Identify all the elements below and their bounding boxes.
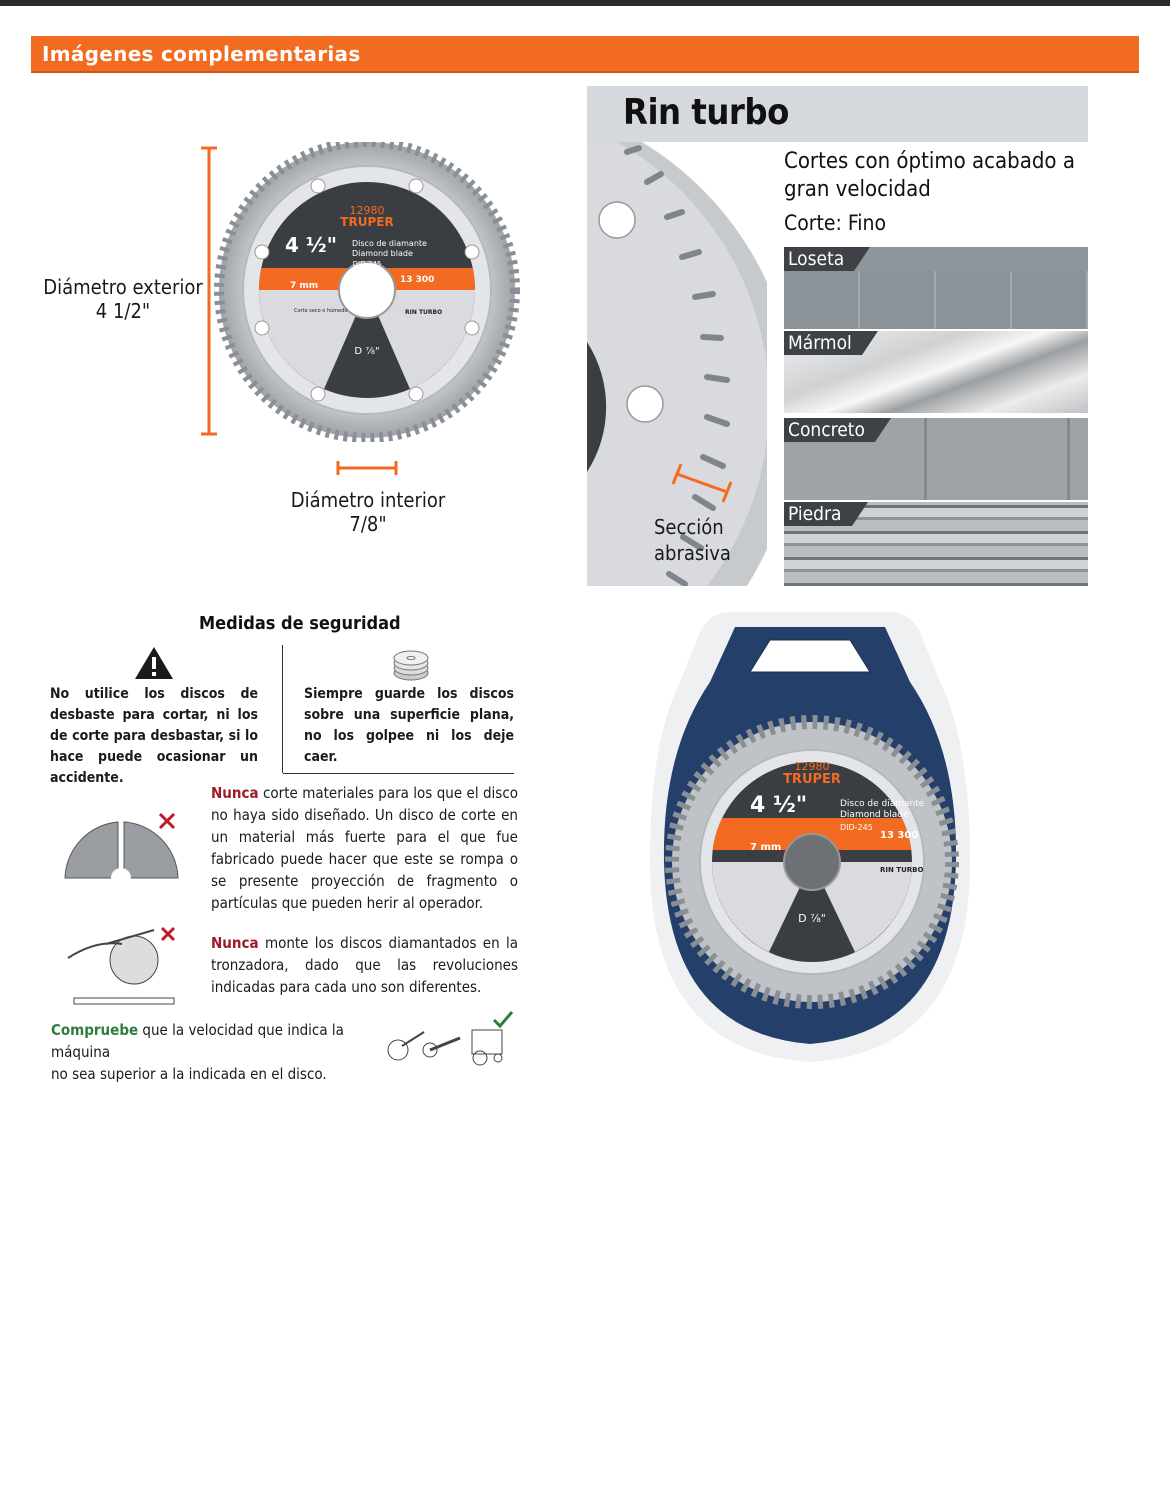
pack-model-text: 12980 xyxy=(794,760,830,773)
abrasive-label-line2: abrasiva xyxy=(654,541,731,565)
top-bar xyxy=(0,0,1170,6)
material-tag-marmol: Mármol xyxy=(784,331,862,355)
disc-rim-text: RIN TURBO xyxy=(405,309,443,316)
stacked-discs-icon xyxy=(391,645,431,681)
pack-name-es: Disco de diamante xyxy=(840,799,925,809)
disc-rpm-text: 13 300 xyxy=(400,275,435,285)
pack-name-en: Diamond blade xyxy=(840,810,909,820)
disc-name-es: Disco de diamante xyxy=(352,239,427,248)
pack-size-text: 4 ½" xyxy=(750,793,808,818)
material-tag-concreto: Concreto xyxy=(784,418,875,442)
disc-model-text: 12980 xyxy=(349,204,385,217)
outer-diameter-title: Diámetro exterior xyxy=(43,275,203,299)
diamond-disc-image xyxy=(210,142,525,442)
disc-depth-text: 7 mm xyxy=(290,281,319,291)
disc-size-text: 4 ½" xyxy=(285,233,338,257)
rule-3 xyxy=(51,1019,381,1085)
rule-3-text-1: que la velocidad que indica la máquina xyxy=(51,1021,344,1061)
rule-2-text: monte los discos diamantados en la tronzadora, dado que las revoluciones indicadas para cada uno son diferentes. xyxy=(211,934,518,996)
material-marmol xyxy=(784,331,1088,413)
pack-rim-text: RIN TURBO xyxy=(880,866,924,874)
disc-name-en: Diamond blade xyxy=(352,249,413,258)
inner-diameter-title: Diámetro interior xyxy=(290,488,446,512)
safety-right-text: Siempre guarde los discos sobre una superficie plana, no los golpee ni los deje caer. xyxy=(304,686,514,765)
check-icon xyxy=(494,1012,512,1026)
chop-saw-icon xyxy=(66,920,184,1012)
packaged-disc-image xyxy=(640,612,980,1072)
rule-1-keyword: Nunca xyxy=(211,784,259,802)
cut-type: Corte: Fino xyxy=(784,211,887,235)
rule-1 xyxy=(211,782,518,914)
pack-arbor-text: D ⅞" xyxy=(798,912,826,925)
inner-diameter-label xyxy=(270,488,466,536)
disc-arbor-text: D ⅞" xyxy=(354,346,380,357)
disc-brand-text: TRUPER xyxy=(340,215,394,229)
outer-diameter-value: 4 1/2" xyxy=(95,299,151,323)
material-loseta xyxy=(784,247,1088,329)
safety-title: Medidas de seguridad xyxy=(199,613,401,634)
inner-diameter-marker xyxy=(330,458,406,478)
outer-diameter-label xyxy=(30,275,216,323)
safety-divider xyxy=(282,645,283,773)
abrasive-section-label xyxy=(654,514,731,566)
rule-2-keyword: Nunca xyxy=(211,934,259,952)
section-header xyxy=(31,36,1139,71)
safety-left-text: No utilice los discos de desbaste para cortar, ni los de corte para desbastar, si lo hace puede ocasionar un accidente. xyxy=(50,686,258,786)
disc-code-text: DID-245 xyxy=(352,260,382,268)
material-piedra xyxy=(784,502,1088,586)
pack-depth-text: 7 mm xyxy=(750,842,782,853)
pack-rpm-text: 13 300 xyxy=(880,830,919,841)
disc-wetdry-text: Corte seco o húmedo xyxy=(294,308,348,314)
broken-disc-icon xyxy=(60,808,185,883)
pack-code-text: DID-245 xyxy=(840,823,873,832)
rule-3-text-2: no sea superior a la indicada en el disco. xyxy=(51,1065,327,1083)
pack-brand-text: TRUPER xyxy=(783,772,841,787)
rin-turbo-title: Rin turbo xyxy=(623,92,789,133)
inner-diameter-value: 7/8" xyxy=(349,512,387,536)
rule-3-keyword: Compruebe xyxy=(51,1021,139,1039)
rule-2 xyxy=(211,932,518,998)
abrasive-label-line1: Sección xyxy=(654,515,724,539)
rin-turbo-header xyxy=(587,86,1088,142)
section-title: Imágenes complementarias xyxy=(42,42,361,66)
power-tools-icon xyxy=(380,1008,520,1068)
warning-icon xyxy=(133,645,175,681)
material-tag-piedra: Piedra xyxy=(784,502,852,526)
rin-turbo-subtitle: Cortes con óptimo acabado a gran velocidad xyxy=(784,149,1075,202)
material-concreto xyxy=(784,418,1088,500)
loseta-texture xyxy=(784,271,1088,329)
safety-rule-line xyxy=(283,773,514,774)
rule-1-text: corte materiales para los que el disco no haya sido diseñado. Un disco de corte en un material más fuerte para el que fue fabricado puede hacer que este se rompa o se presente proyección de fragmento o partículas que pueden herir al operador. xyxy=(211,784,518,912)
material-tag-loseta: Loseta xyxy=(784,247,854,271)
